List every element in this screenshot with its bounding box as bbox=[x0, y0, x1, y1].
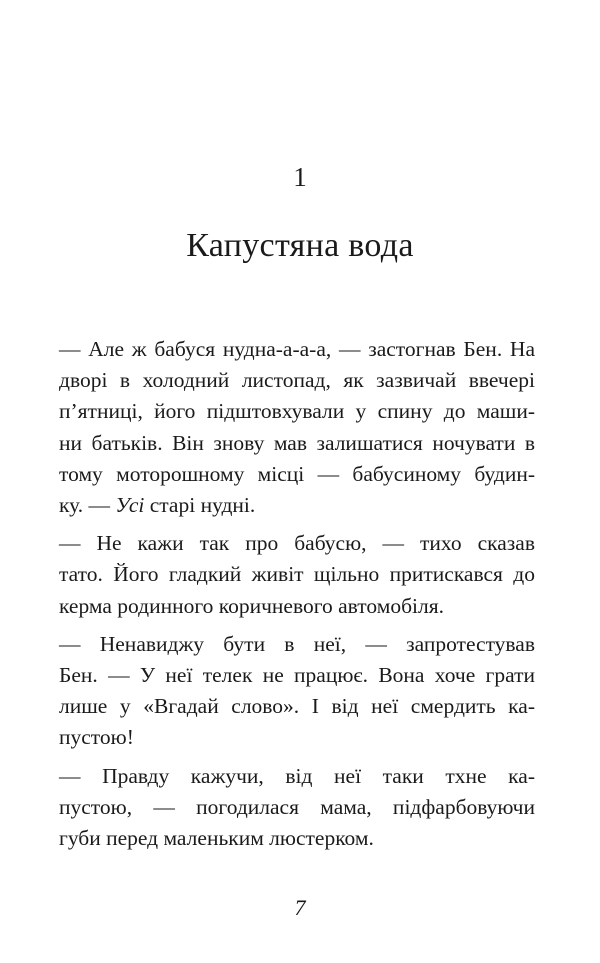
text-segment: старі нудні. bbox=[144, 493, 256, 518]
chapter-title: Капустяна вода bbox=[186, 227, 414, 264]
text-line: губи перед маленьким люстерком. bbox=[59, 826, 374, 851]
paragraph-3 bbox=[59, 629, 535, 754]
text-line: — Не кажи так про бабусю, — тихо сказав bbox=[59, 531, 535, 556]
text-line: п’ятниці, його підштовхували у спину до маши- bbox=[59, 399, 535, 424]
text-line: пустою, — погодилася мама, підфарбовуючи bbox=[59, 794, 535, 819]
chapter-number: 1 bbox=[293, 162, 307, 192]
text-line: дворі в холодний листопад, як зазвичай ввечері bbox=[59, 368, 535, 393]
page-number: 7 bbox=[294, 895, 306, 920]
text-line: керма родинного коричневого автомобіля. bbox=[59, 593, 445, 618]
text-line: пустою! bbox=[59, 725, 134, 750]
text-segment: ку. — bbox=[59, 493, 116, 518]
text-line: Бен. — У неї телек не працює. Вона хоче грати bbox=[59, 663, 535, 688]
text-line: тому моторошному місці — бабусиному будин- bbox=[59, 461, 535, 486]
chapter-body bbox=[59, 334, 535, 861]
text-line: — Ненавиджу бути в неї, — запротестував bbox=[59, 631, 535, 656]
text-line: — Але ж бабуся нудна-а-а-а, — застогнав Бен. На bbox=[59, 337, 535, 361]
italic-word: Усі bbox=[115, 493, 145, 518]
paragraph-4 bbox=[59, 761, 535, 855]
paragraph-2 bbox=[59, 528, 535, 622]
text-line: тато. Його гладкий живіт щільно притискався до bbox=[59, 562, 535, 587]
text-line: — Правду кажучи, від неї таки тхне ка- bbox=[59, 763, 535, 788]
text-line: лише у «Вгадай слово». І від неї смердить ка- bbox=[59, 694, 535, 719]
text-line bbox=[59, 490, 535, 521]
text-line: ни батьків. Він знову мав залишатися ночувати в bbox=[59, 430, 535, 455]
paragraph-1 bbox=[59, 334, 535, 521]
